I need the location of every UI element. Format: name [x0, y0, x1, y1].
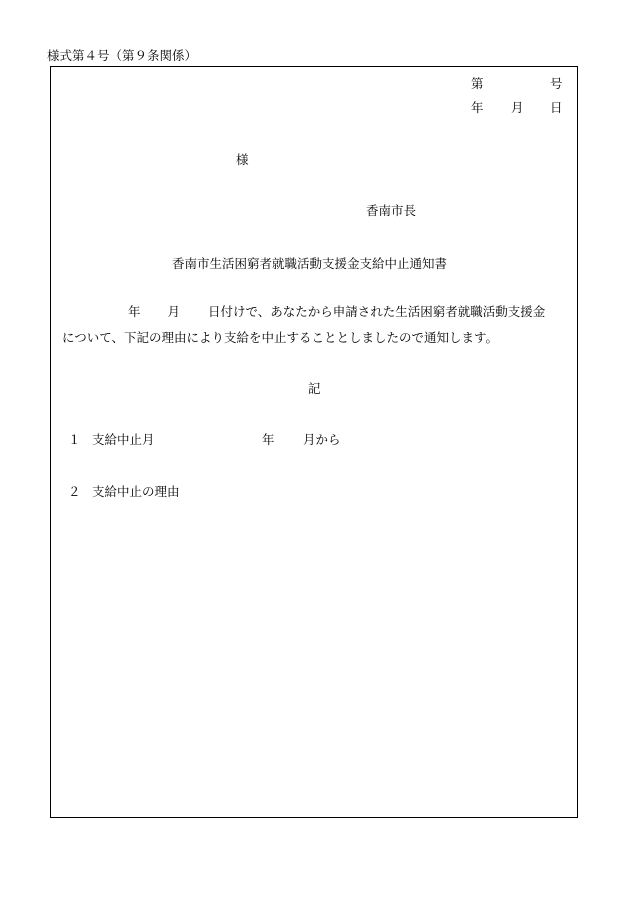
document-number-suffix: 号 [550, 76, 563, 91]
date-month-label: 月 [511, 100, 524, 115]
form-number-label: 様式第４号（第９条関係） [47, 48, 198, 63]
item-1-month-from-label: 月から [303, 432, 341, 447]
date-day-label: 日 [550, 100, 563, 115]
body-line-1-text: 日付けで、あなたから申請された生活困窮者就職活動支援金 [208, 304, 546, 319]
item-2-label: 支給中止の理由 [92, 484, 180, 499]
document-title: 香南市生活困窮者就職活動支援金支給中止通知書 [172, 256, 448, 271]
date-year-label: 年 [471, 100, 484, 115]
body-text-line-1 [128, 306, 545, 319]
ki-heading: 記 [308, 381, 321, 396]
addressee-honorific: 様 [236, 152, 249, 167]
body-year-label: 年 [128, 304, 141, 319]
body-month-label: 月 [167, 304, 181, 319]
item-2-number: ２ [68, 484, 81, 499]
item-1-label: 支給中止月 [92, 432, 155, 447]
body-text-line-2: について、下記の理由により支給を中止することとしましたので通知します。 [62, 330, 499, 345]
item-1-number: １ [68, 432, 81, 447]
document-number-prefix: 第 [471, 76, 484, 91]
issuer-name: 香南市長 [366, 203, 417, 218]
item-1-year-label: 年 [262, 432, 275, 447]
